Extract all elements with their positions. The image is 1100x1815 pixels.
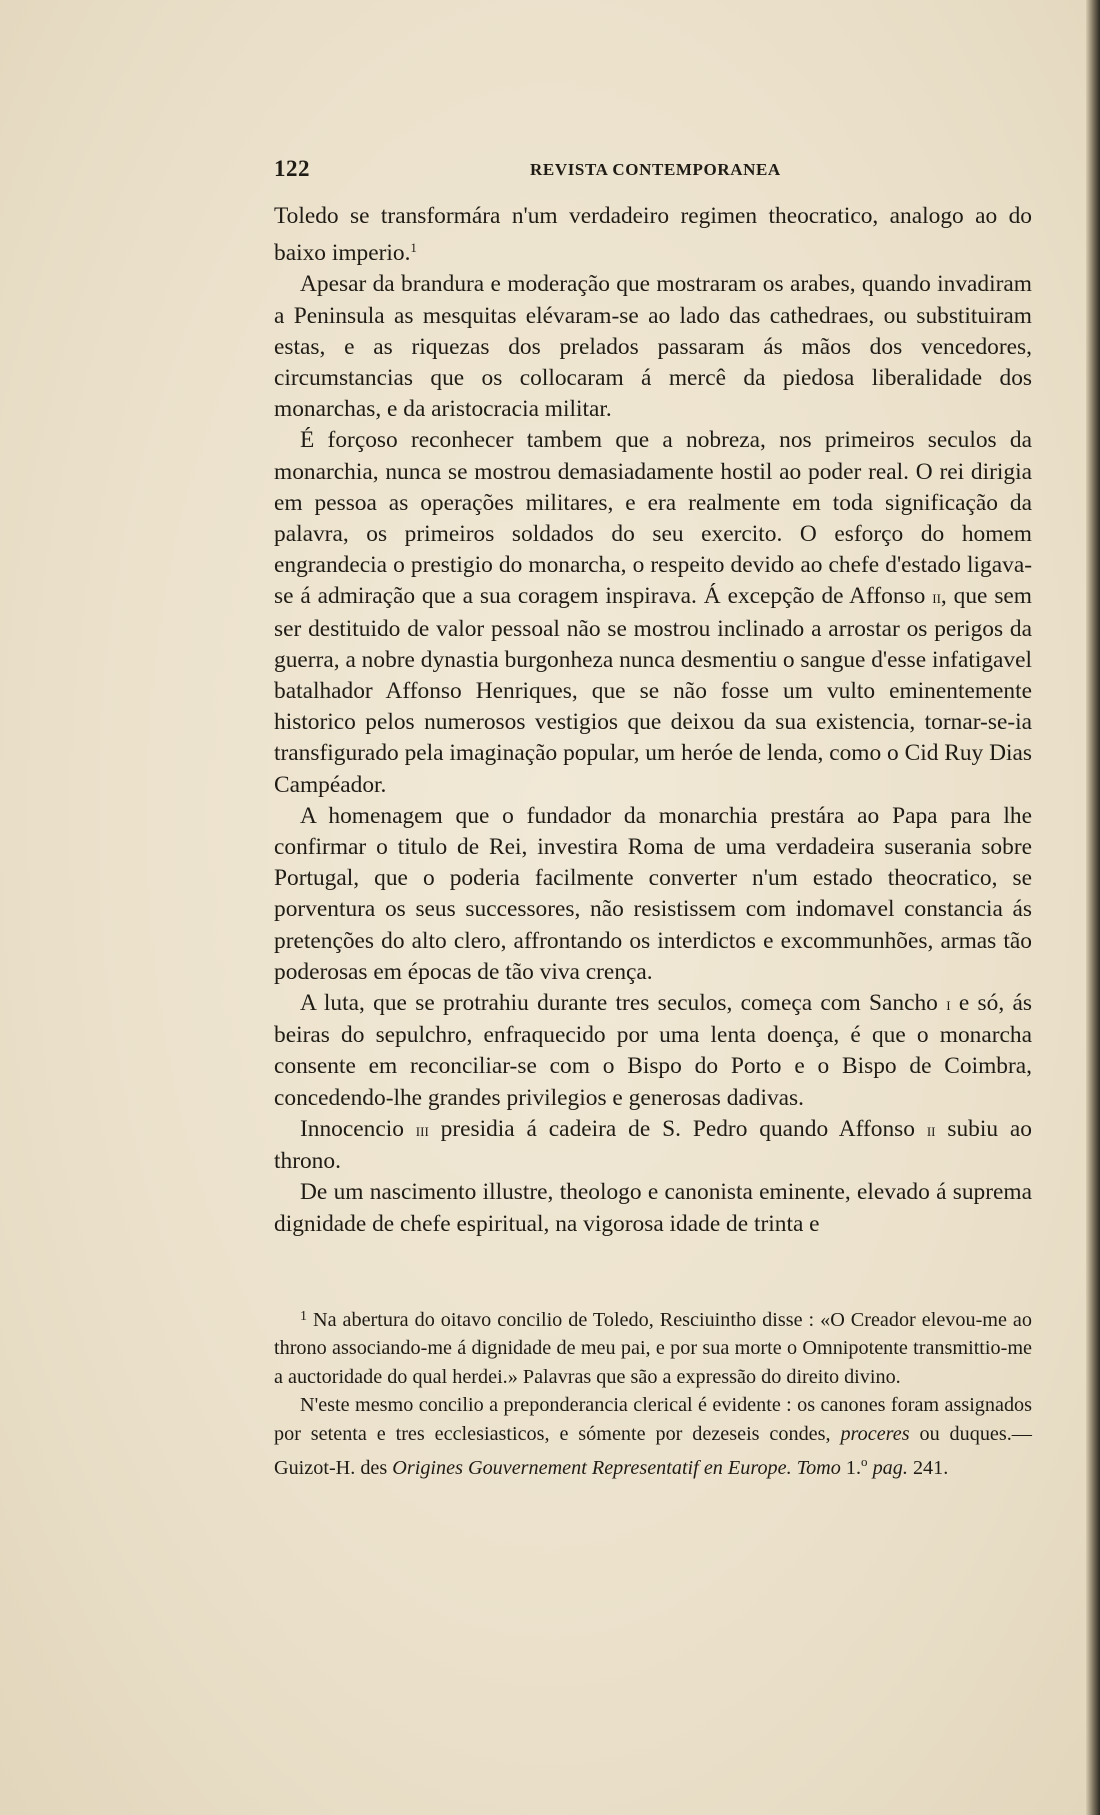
paragraph-1-text: Toledo se transformára n'um verdadeiro regimen theocratico, analogo ao do baixo imperio. [274,203,1032,267]
paragraph-6 [274,1114,1032,1177]
regnal-number: iii [415,1119,429,1141]
footnote-2-text-d: 241. [907,1457,949,1480]
paragraph-2: Apesar da brandura e moderação que mostraram os arabes, quando invadiram a Peninsula as mesquitas elévaram-se ao lado das cathedraes, ou substituiram estas, e as riquezas dos prelados passaram ás mãos dos vencedores, circumstancias que os collocaram á mercê da piedosa liberalidade dos monarchas, e da aristocracia militar. [274,271,1032,423]
footnote-2-text-b: ou duques.—Guizot-H. des [274,1422,1032,1480]
page-number: 122 [274,156,310,181]
footnote-2 [274,1391,1032,1482]
paragraph-6-text-a: Innocencio [300,1115,416,1142]
main-text [274,201,1032,1240]
page-edge-shadow [1086,0,1100,1815]
paragraph-1 [274,201,1032,269]
paragraph-5-text-a: A luta, que se protrahiu durante tres seculos, começa com Sancho [300,990,947,1017]
footnotes [274,1303,1032,1482]
paragraph-4: A homenagem que o fundador da monarchia prestára ao Papa para lhe confirmar o titulo de Rei, investira Roma de uma verdadeira suserania sobre Portugal, que o poderia facilmente converter n'um estado theocratico, se porventura os seus successores, não resistissem com indomavel constancia ás pretenções do alto clero, affrontando os interdictos e excommunhões, armas tão poderosas em épocas de tão viva crença. [274,802,1032,985]
paragraph-5-text-b: e só, ás beiras do sepulchro, enfraquecido por uma lenta doença, é que o monarcha consente em reconciliar-se com o Bispo do Porto e o Bispo de Coimbra, concedendo-lhe grandes privilegios e generosas dadivas. [274,990,1032,1111]
footnote-2-italic-a: proceres [840,1422,910,1445]
regnal-number: i [946,994,951,1016]
paragraph-6-text-b: presidia á cadeira de S. Pedro quando Affonso [428,1115,927,1142]
footnote-2-text-a: N'este mesmo concilio a preponderancia clerical é evidente : os canones foram assignados por setenta e tres ecclesiasticos, e sómente por dezeseis condes, [274,1394,1032,1445]
footnote-ref: 1 [410,240,417,256]
page-header [274,156,884,184]
paragraph-3-text-b: , que sem ser destituido de valor pessoal não se mostrou inclinado a arrostar os perigos da guerra, a nobre dynastia burgonheza nunca desmentiu o sangue d'esse infatigavel batalhador Affonso Henriques, que se não fosse um vulto eminentemente historico pelos numerosos vestigios que deixou da sua existencia, tornar-se-ia transfigurado pela imaginação popular, um heróe de lenda, como o Cid Ruy Dias Campéador. [274,583,1032,798]
footnote-1-text: Na abertura do oitavo concilio de Toledo, Resciuintho disse : «O Creador elevou-me ao throno associando-me á dignidade de meu pai, e por sua morte o Omnipotente transmittio-me a auctoridade do qual herdei.» Palavras que são a expressão do direito divino. [274,1309,1032,1388]
footnote-marker: 1 [300,1309,307,1324]
ordinal-superscript: o [861,1454,868,1470]
footnote-1 [274,1303,1032,1391]
regnal-number: ii [932,587,941,609]
running-title: REVISTA CONTEMPORANEA [530,160,781,179]
footnote-2-text-c: 1. [840,1457,862,1480]
paragraph-3-text-a: É forçoso reconhecer tambem que a nobreza, nos primeiros seculos da monarchia, nunca se mostrou demasiadamente hostil ao poder real. O rei dirigia em pessoa as operações militares, e era realmente em toda significação da palavra, os primeiros soldados do seu exercito. O esforço do homem engrandecia o prestigio do monarcha, o respeito devido ao chefe d'estado ligava-se á admiração que a sua coragem inspirava. Á excepção de Affonso [274,427,1032,610]
paragraph-7: De um nascimento illustre, theologo e canonista eminente, elevado á suprema dignidade de chefe espiritual, na vigorosa idade de trinta e [274,1179,1032,1237]
footnote-2-italic-c: pag. [867,1457,908,1480]
regnal-number: ii [926,1119,936,1141]
paragraph-5 [274,988,1032,1114]
footnote-2-italic-b: Origines Gouvernement Representatif en Europe. Tomo [392,1457,841,1480]
paragraph-6-text-c: subiu ao throno. [274,1115,1032,1175]
paragraph-3 [274,425,1032,800]
